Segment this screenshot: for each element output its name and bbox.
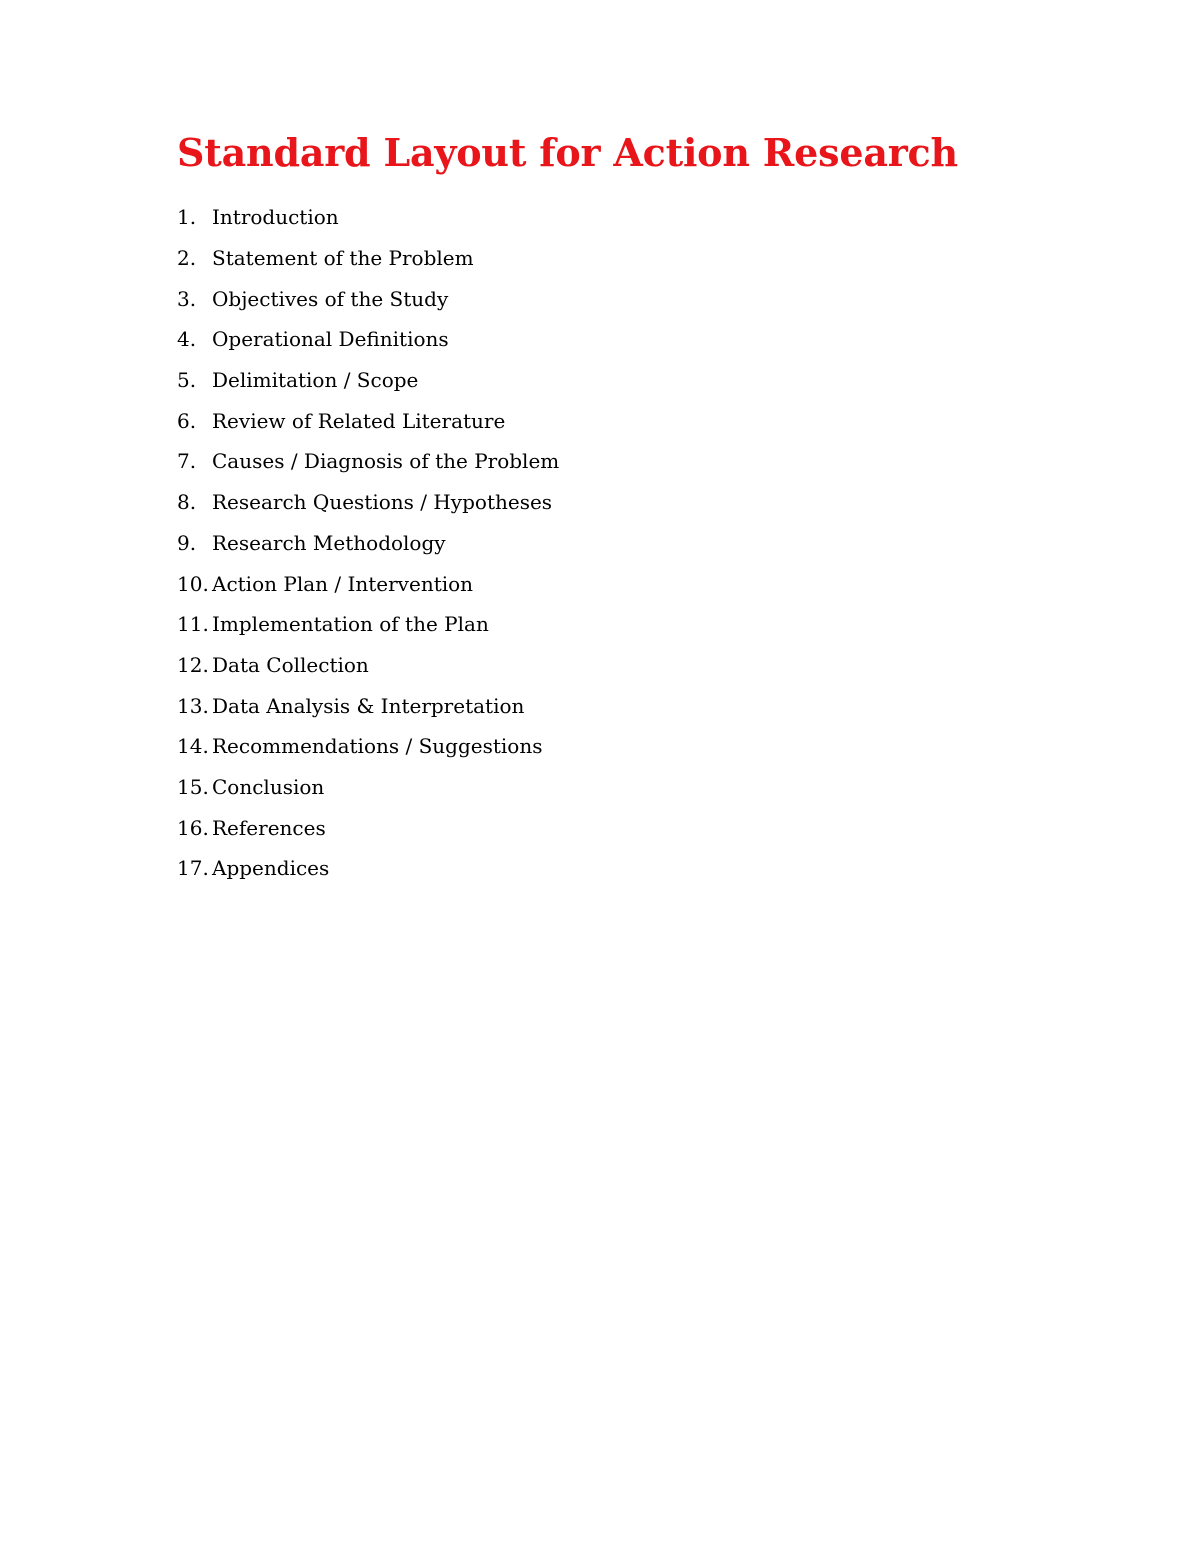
- list-item: [177, 645, 559, 686]
- list-item-number: 11.: [177, 612, 209, 637]
- list-item-label: Implementation of the Plan: [212, 612, 489, 637]
- list-item-number: 4.: [177, 327, 197, 352]
- list-item-number: 12.: [177, 652, 209, 677]
- list-item-label: Data Analysis & Interpretation: [212, 693, 525, 718]
- list-item: [177, 238, 559, 279]
- list-item-label: Data Collection: [212, 652, 369, 677]
- list-item: [177, 767, 559, 808]
- list-item-number: 7.: [177, 449, 197, 474]
- list-item-number: 9.: [177, 530, 197, 555]
- layout-list: [177, 197, 559, 889]
- list-item: [177, 197, 559, 238]
- list-item-label: Review of Related Literature: [212, 408, 506, 433]
- list-item-number: 14.: [177, 734, 209, 759]
- list-item: [177, 441, 559, 482]
- list-item: [177, 319, 559, 360]
- list-item: [177, 523, 559, 564]
- list-item: [177, 360, 559, 401]
- list-item-number: 16.: [177, 815, 209, 840]
- list-item: [177, 685, 559, 726]
- list-item: [177, 848, 559, 889]
- list-item-number: 2.: [177, 246, 197, 271]
- list-item-number: 17.: [177, 856, 209, 881]
- list-item-number: 13.: [177, 693, 209, 718]
- list-item-number: 6.: [177, 408, 197, 433]
- list-item: [177, 726, 559, 767]
- list-item-label: Delimitation / Scope: [212, 368, 419, 393]
- list-item: [177, 482, 559, 523]
- page-title: Standard Layout for Action Research: [177, 130, 958, 175]
- list-item: [177, 400, 559, 441]
- list-item-number: 15.: [177, 774, 209, 799]
- list-item-label: Conclusion: [212, 774, 325, 799]
- list-item-label: Introduction: [212, 205, 339, 230]
- list-item-label: Statement of the Problem: [212, 246, 474, 271]
- list-item-number: 5.: [177, 368, 197, 393]
- list-item-label: Action Plan / Intervention: [212, 571, 474, 596]
- list-item-label: Operational Definitions: [212, 327, 449, 352]
- list-item: [177, 807, 559, 848]
- list-item-label: Causes / Diagnosis of the Problem: [212, 449, 560, 474]
- list-item-label: Research Methodology: [212, 530, 446, 555]
- list-item-number: 3.: [177, 286, 197, 311]
- list-item-label: Recommendations / Suggestions: [212, 734, 543, 759]
- list-item: [177, 563, 559, 604]
- list-item: [177, 604, 559, 645]
- list-item-label: Appendices: [212, 856, 330, 881]
- list-item-label: References: [212, 815, 326, 840]
- list-item-label: Objectives of the Study: [212, 286, 449, 311]
- list-item: [177, 278, 559, 319]
- list-item-number: 1.: [177, 205, 197, 230]
- list-item-label: Research Questions / Hypotheses: [212, 490, 553, 515]
- list-item-number: 10.: [177, 571, 209, 596]
- list-item-number: 8.: [177, 490, 197, 515]
